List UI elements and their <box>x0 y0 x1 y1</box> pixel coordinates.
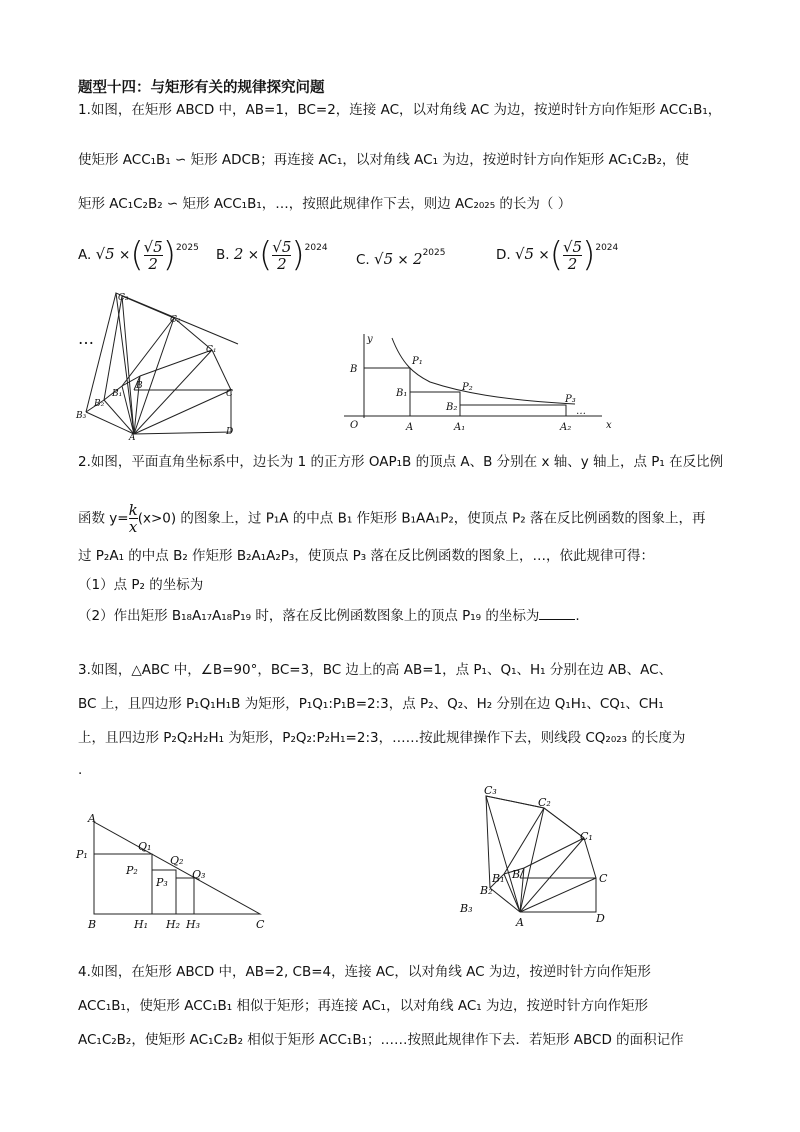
times-sign: × <box>119 247 131 263</box>
fig1-label-c1: C₁ <box>206 345 217 355</box>
figure-rotating-rectangles-2 <box>452 782 622 932</box>
fig2-label-p1: P₁ <box>412 356 423 367</box>
base-two: 2 <box>413 250 423 268</box>
fig2-label-b: B <box>350 364 358 375</box>
q3-line1: 3.如图，△ABC 中，∠B=90°，BC=3，BC 边上的高 AB=1，点 P₁、Q₁、H₁ 分别在边 AB、AC、 <box>78 662 673 678</box>
q4-line2: ACC₁B₁，使矩形 ACC₁B₁ 相似于矩形；再连接 AC₁，以对角线 AC₁ 为边，按逆时针方向作矩形 <box>78 998 648 1014</box>
q2-sub2 <box>78 606 580 626</box>
fig2-label-a1: A₁ <box>454 422 466 433</box>
option-c-exponent: 2025 <box>422 248 446 258</box>
fig4-label-b: B <box>512 868 521 881</box>
times-sign: × <box>247 247 260 263</box>
frac-den: 2 <box>567 254 578 273</box>
q1-line3: 矩形 AC₁C₂B₂ ∽ 矩形 ACC₁B₁，…，按照此规律作下去，则边 AC₂₀₂₅ 的长为（ ） <box>78 196 572 212</box>
fig3-label-c: C <box>256 918 265 931</box>
q2-sub1: （1）点 P₂ 的坐标为 <box>78 577 204 593</box>
fig3-label-p1: P₁ <box>76 848 88 861</box>
fig2-label-a2: A₂ <box>560 422 572 433</box>
fig1-label-b: B <box>136 381 143 391</box>
option-d-exponent: 2024 <box>595 243 619 253</box>
frac-den: 2 <box>277 254 287 273</box>
q1-line2: 使矩形 ACC₁B₁ ∽ 矩形 ADCB；再连接 AC₁，以对角线 AC₁ 为边，按逆时针方向作矩形 AC₁C₂B₂，使 <box>78 152 689 168</box>
q2-func-suffix: (x>0) 的图象上，过 P₁A 的中点 B₁ 作矩形 B₁AA₁P₂，使顶点 P₂ 落在反比例函数的图象上，再 <box>137 510 706 527</box>
figure-hyperbola-rectangles <box>340 330 620 435</box>
option-d-label: D. <box>496 247 511 263</box>
q3-line3: 上，且四边形 P₂Q₂H₂H₁ 为矩形，P₂Q₂:P₂H₁=2:3，……按此规律操作下去，则线段 CQ₂₀₂₃ 的长度为 <box>78 730 686 746</box>
figure-triangle-rectangles <box>74 812 274 934</box>
q2-sub2-text: （2）作出矩形 B₁₈A₁₇A₁₈P₁₉ 时，落在反比例函数图象上的顶点 P₁₉ 的坐标为 <box>78 608 540 624</box>
fig3-label-h1: H₁ <box>134 918 149 931</box>
fig1-label-c: C <box>226 389 233 399</box>
frac-num: √5 <box>143 237 163 256</box>
fig1-label-d: D <box>226 427 234 437</box>
option-a-label: A. <box>78 247 92 263</box>
q1-line1: 1.如图，在矩形 ABCD 中，AB=1，BC=2，连接 AC，以对角线 AC 为边，按逆时针方向作矩形 ACC₁B₁， <box>78 102 722 118</box>
q2-sub2-end: . <box>575 608 580 624</box>
fig2-ellipsis: … <box>576 406 586 417</box>
frac-num: √5 <box>272 237 292 256</box>
q1-option-d[interactable]: D. √5 ×( $\frac{√5}{2}$ )$^{2024}$ <box>496 235 619 275</box>
figure-rotating-rectangles <box>74 288 249 443</box>
fig1-label-c3: C₃ <box>118 293 129 303</box>
times-sign: × <box>397 252 409 268</box>
frac-den: 2 <box>148 254 158 273</box>
q4-line3: AC₁C₂B₂，使矩形 AC₁C₂B₂ 相似于矩形 ACC₁B₁；……按照此规律作下去．若矩形 ABCD 的面积记作 <box>78 1032 684 1048</box>
section-title: 题型十四：与矩形有关的规律探究问题 <box>78 80 325 96</box>
fig4-label-c1: C₁ <box>580 830 593 843</box>
q2-frac-den: x <box>128 518 138 536</box>
fig3-label-p2: P₂ <box>126 864 138 877</box>
fig3-label-q1: Q₁ <box>138 840 152 853</box>
fig1-ellipsis: … <box>78 329 94 348</box>
fig4-label-c: C <box>599 872 608 885</box>
fig4-label-c2: C₂ <box>538 796 551 809</box>
fig2-label-p3: P₃ <box>565 394 576 405</box>
option-c-label: C. <box>356 252 370 268</box>
fig3-label-h3: H₃ <box>186 918 201 931</box>
fig4-label-b2: B₂ <box>480 884 493 897</box>
fig3-label-p3: P₃ <box>156 876 168 889</box>
q3-line4: . <box>78 762 83 778</box>
fig4-label-b1: B₁ <box>492 872 505 885</box>
option-a-exponent: 2025 <box>175 243 199 253</box>
q2-frac-num: k <box>128 501 138 519</box>
sqrt5-term: √5 <box>514 245 535 263</box>
fig2-label-o: O <box>350 420 359 431</box>
option-b-exponent: 2024 <box>304 243 328 253</box>
fig3-label-h2: H₂ <box>166 918 181 931</box>
q2-line3: 过 P₂A₁ 的中点 B₂ 作矩形 B₂A₁A₂P₃，使顶点 P₃ 落在反比例函数的图象上，…，依此规律可得： <box>78 548 654 564</box>
sqrt5-term: √5 <box>95 245 115 263</box>
fig4-label-d: D <box>596 912 605 925</box>
q2-line2 <box>78 502 705 535</box>
answer-blank[interactable] <box>539 619 575 620</box>
q1-option-a[interactable]: A. √5 ×( $\frac{√5}{2}$ )$^{2025}$ <box>78 235 199 275</box>
fig1-label-b3: B₃ <box>76 411 87 421</box>
fig2-label-b1: B₁ <box>396 388 408 399</box>
fig2-label-y: y <box>367 334 373 345</box>
fig1-label-b1: B₁ <box>112 389 123 399</box>
fig2-label-x: x <box>606 420 612 431</box>
fig3-label-q3: Q₃ <box>192 868 206 881</box>
sqrt5-term: √5 <box>374 250 394 268</box>
fig2-label-a: A <box>406 422 414 433</box>
fig2-label-b2: B₂ <box>446 402 458 413</box>
q1-option-c[interactable] <box>356 248 445 268</box>
fig3-label-b: B <box>88 918 97 931</box>
fig1-label-b2: B₂ <box>94 399 105 409</box>
q4-line1: 4.如图，在矩形 ABCD 中，AB=2, CB=4，连接 AC，以对角线 AC 为边，按逆时针方向作矩形 <box>78 964 651 980</box>
q2-func-prefix: 函数 y= <box>78 510 129 527</box>
q3-line2: BC 上，且四边形 P₁Q₁H₁B 为矩形，P₁Q₁:P₁B=2:3，点 P₂、Q₂、H₂ 分别在边 Q₁H₁、CQ₁、CH₁ <box>78 696 664 712</box>
fig4-label-b3: B₃ <box>460 902 473 915</box>
q2-line1: 2.如图，平面直角坐标系中，边长为 1 的正方形 OAP₁B 的顶点 A、B 分别在 x 轴、y 轴上，点 P₁ 在反比例 <box>78 454 724 470</box>
fig3-label-q2: Q₂ <box>170 854 184 867</box>
fig1-label-a: A <box>129 433 136 443</box>
fig3-label-a: A <box>88 812 96 825</box>
fig1-label-c2: C₂ <box>170 315 181 325</box>
fig4-label-a: A <box>516 916 524 929</box>
q1-option-b[interactable]: B. 2 ×( $\frac{√5}{2}$ )$^{2024}$ <box>216 235 328 275</box>
times-sign: × <box>538 247 550 263</box>
fig4-label-c3: C₃ <box>484 784 497 797</box>
two-term: 2 <box>233 245 244 263</box>
option-b-label: B. <box>216 247 230 263</box>
fig2-label-p2: P₂ <box>462 382 473 393</box>
frac-num: √5 <box>562 237 583 256</box>
